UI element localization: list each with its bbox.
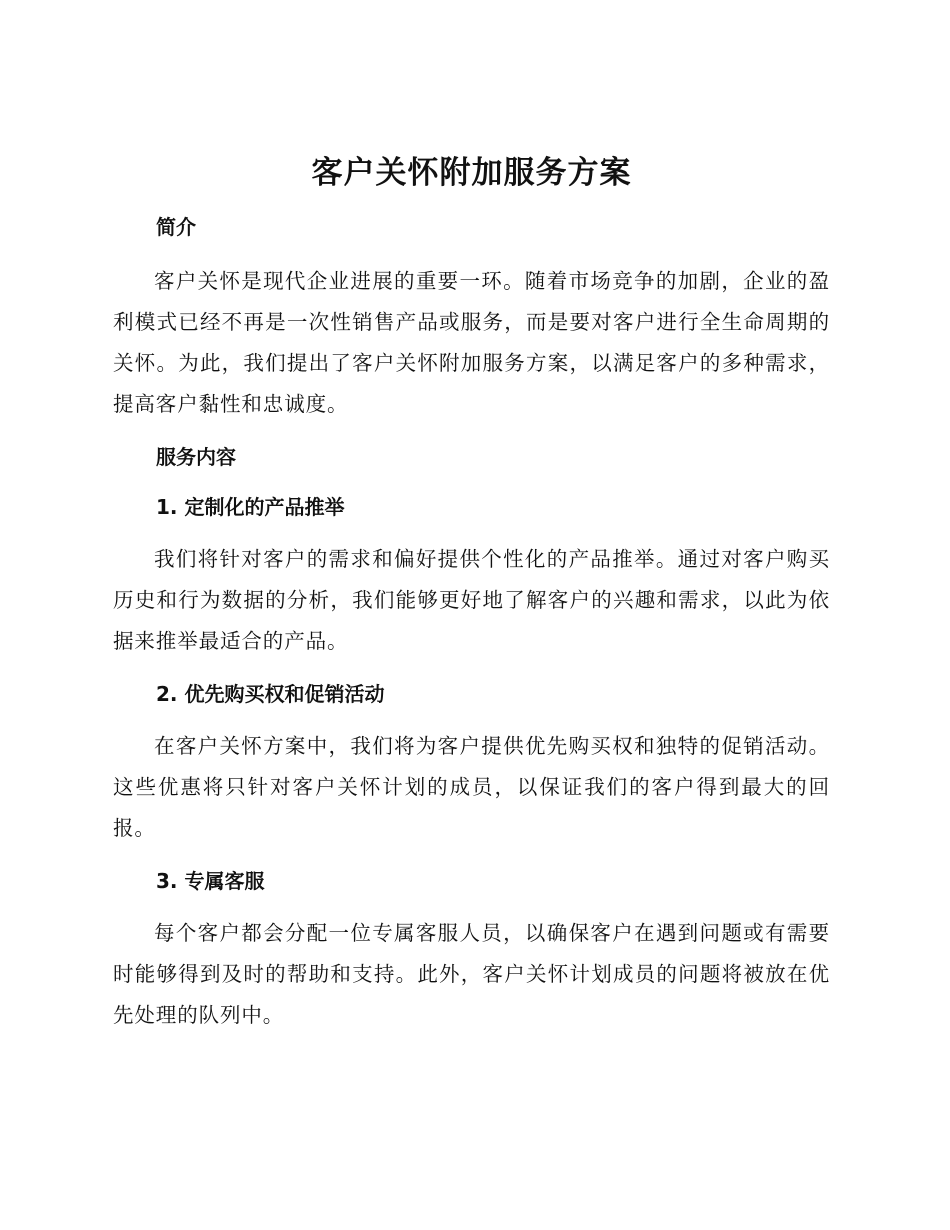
section-heading-service-content: 服务内容: [156, 445, 236, 469]
section-paragraph-dedicated-service: 每个客户都会分配一位专属客服人员，以确保客户在遇到问题或有需要时能够得到及时的帮助和支持。此外，客户关怀计划成员的问题将被放在优先处理的队列中。: [113, 921, 830, 1027]
section-heading-dedicated-service: 3. 专属客服: [156, 869, 265, 893]
section-heading-intro: 简介: [156, 215, 196, 239]
section-paragraph-intro: 客户关怀是现代企业进展的重要一环。随着市场竞争的加剧，企业的盈利模式已经不再是一次性销售产品或服务，而是要对客户进行全生命周期的关怀。为此，我们提出了客户关怀附加服务方案，以满足客户的多种需求，提高客户黏性和忠诚度。: [113, 269, 830, 416]
document-page: [113, 145, 830, 1036]
section-paragraph-custom-recommendation: 我们将针对客户的需求和偏好提供个性化的产品推举。通过对客户购买历史和行为数据的分析，我们能够更好地了解客户的兴趣和需求，以此为依据来推举最适合的产品。: [113, 547, 830, 653]
document-title: 客户关怀附加服务方案: [311, 155, 632, 191]
section-heading-priority-purchase: 2. 优先购买权和促销活动: [156, 682, 385, 706]
section-heading-custom-recommendation: 1. 定制化的产品推举: [156, 495, 345, 519]
section-paragraph-priority-purchase: 在客户关怀方案中，我们将为客户提供优先购买权和独特的促销活动。这些优惠将只针对客户关怀计划的成员，以保证我们的客户得到最大的回报。: [113, 734, 830, 840]
